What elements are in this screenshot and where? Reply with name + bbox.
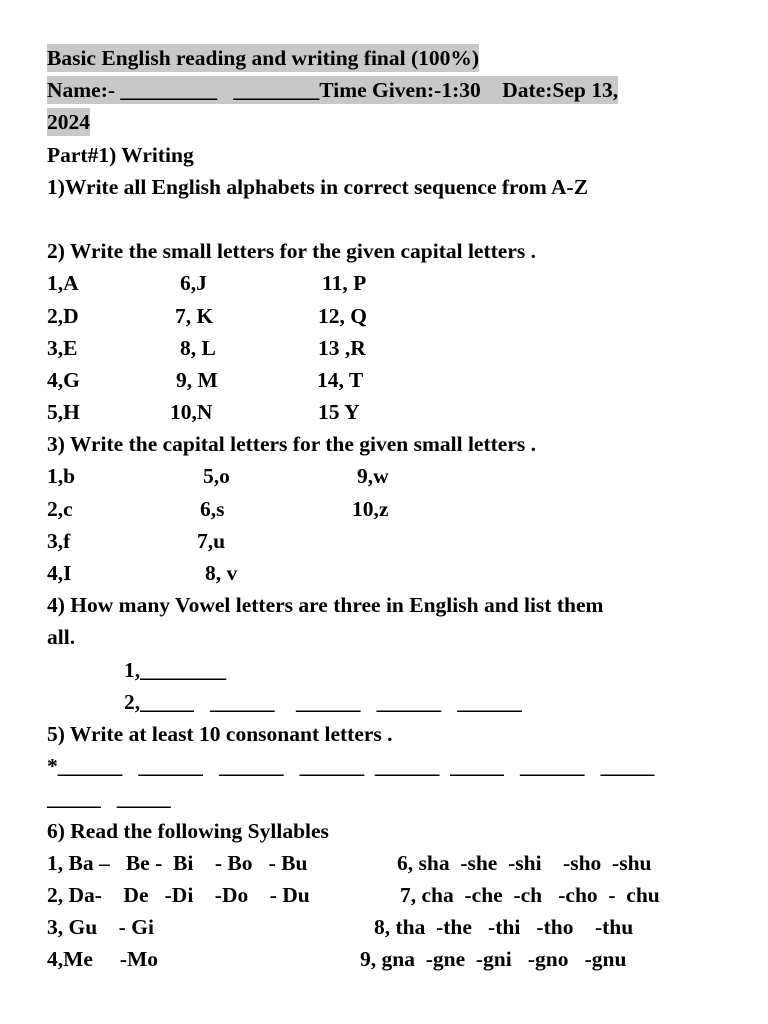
q3-item: 7,u [197, 529, 226, 553]
q2-item: 1,A [47, 271, 79, 295]
part1-heading: Part#1) Writing [47, 143, 194, 167]
q2-item: 6,J [180, 271, 207, 295]
q2-item: 5,H [47, 400, 80, 424]
q2-item: 3,E [47, 336, 78, 360]
syllable-row: 7, cha -che -ch -cho - chu [400, 883, 660, 907]
q3-item: 9,w [357, 464, 389, 488]
q2-item: 9, M [176, 368, 218, 392]
q3-item: 6,s [200, 497, 225, 521]
syllable-row: 3, Gu - Gi [47, 915, 154, 939]
q2-item: 2,D [47, 304, 79, 328]
q4-answer-blank-2[interactable]: 2,_____ ______ ______ ______ ______ [124, 690, 522, 714]
question-3: 3) Write the capital letters for the given small letters . [47, 432, 536, 456]
q3-item: 5,o [203, 464, 230, 488]
q2-item: 11, P [322, 271, 367, 295]
q3-item: 10,z [352, 497, 389, 521]
q2-item: 10,N [170, 400, 213, 424]
question-5: 5) Write at least 10 consonant letters . [47, 722, 393, 746]
question-4: 4) How many Vowel letters are three in English and list them [47, 593, 604, 617]
q3-item: 8, v [205, 561, 238, 585]
q2-item: 12, Q [318, 304, 367, 328]
q2-item: 15 Y [318, 400, 360, 424]
q2-item: 14, T [317, 368, 364, 392]
q2-item: 8, L [180, 336, 216, 360]
q3-item: 2,c [47, 497, 73, 521]
q5-answer-blanks-row-1[interactable]: *______ ______ ______ ______ ______ _____ ______ _____ [47, 754, 655, 778]
q2-item: 7, K [175, 304, 214, 328]
syllable-row: 9, gna -gne -gni -gno -gnu [360, 947, 627, 971]
syllable-row: 2, Da- De -Di -Do - Du [47, 883, 310, 907]
q3-item: 1,b [47, 464, 76, 488]
q4-answer-blank-1[interactable]: 1,________ [124, 658, 227, 682]
syllable-row: 8, tha -the -thi -tho -thu [374, 915, 634, 939]
syllable-row: 1, Ba – Be - Bi - Bo - Bu [47, 851, 308, 875]
q2-item: 13 ,R [318, 336, 366, 360]
name-time-date-line: Name:- _________ ________Time Given:-1:30 Date:Sep 13, [47, 78, 619, 102]
exam-title: Basic English reading and writing final (100%) [47, 46, 480, 70]
q5-answer-blanks-row-2[interactable]: _____ _____ [47, 786, 171, 810]
question-1: 1)Write all English alphabets in correct sequence from A-Z [47, 175, 589, 199]
q3-item: 3,f [47, 529, 71, 553]
exam-year: 2024 [47, 110, 90, 134]
q3-item: 4,I [47, 561, 72, 585]
syllable-row: 6, sha -she -shi -sho -shu [397, 851, 652, 875]
question-6: 6) Read the following Syllables [47, 819, 329, 843]
q2-item: 4,G [47, 368, 80, 392]
question-2: 2) Write the small letters for the given capital letters . [47, 239, 536, 263]
question-4-continued: all. [47, 625, 76, 649]
syllable-row: 4,Me -Mo [47, 947, 159, 971]
